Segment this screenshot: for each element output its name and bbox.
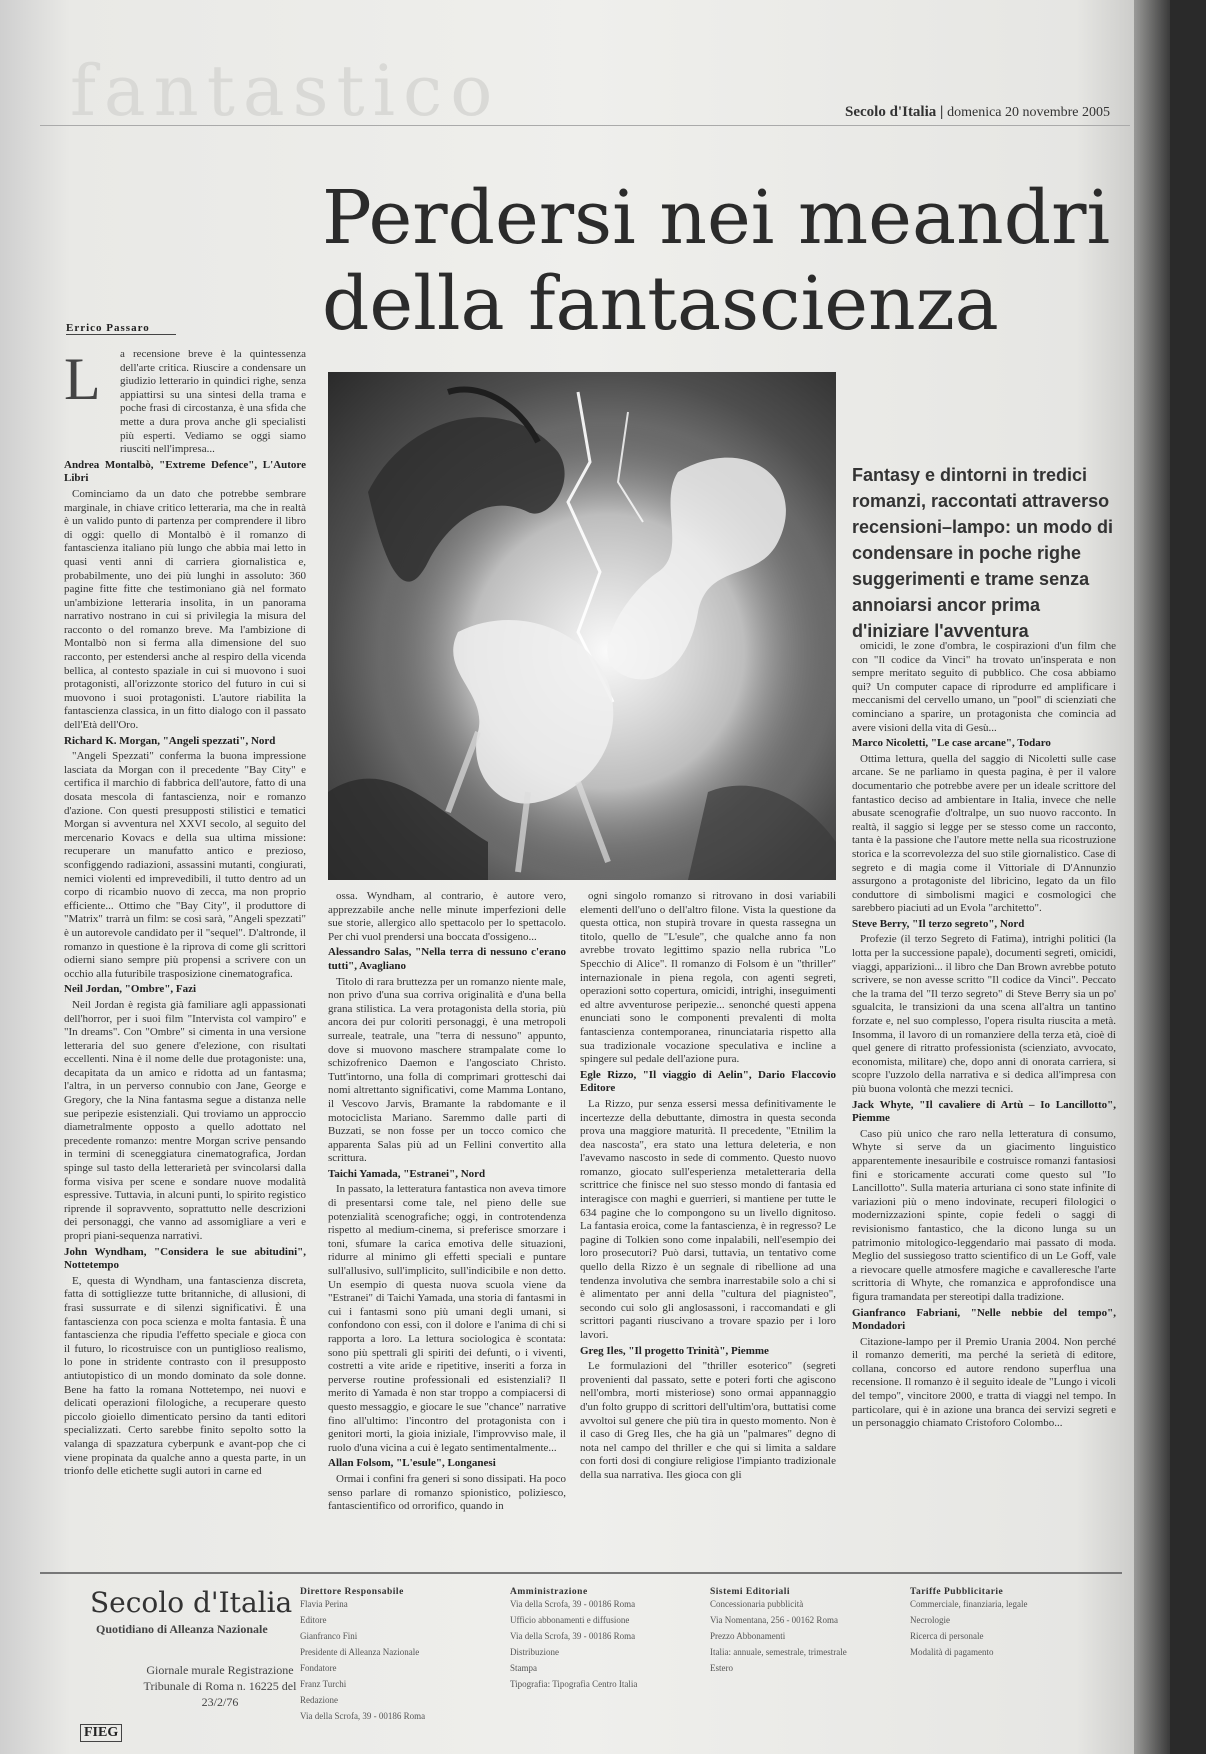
byline: Errico Passaro <box>66 322 176 335</box>
colophon-column <box>910 1586 1100 1662</box>
colophon-line: Via Nomentana, 256 - 00162 Roma <box>710 1615 838 1625</box>
colophon-line: Distribuzione <box>510 1647 559 1657</box>
colophon-line: Commerciale, finanziaria, legale <box>910 1599 1028 1609</box>
review-heading: John Wyndham, "Considera le sue abitudini", Nottetempo <box>64 1245 306 1272</box>
paragraph: a recensione breve è la quintessenza dell'arte critica. Riuscire a condensare un giudizio letterario in quindici righe, senza appiattirsi su una sintesi della trama e poche frasi di circostanza, è una sfida che mette a dura prova anche gli specialisti più esperti. Vediamo se oggi siamo riusciti nell'impresa... <box>120 348 306 456</box>
colophon-line: Fondatore <box>300 1663 337 1673</box>
review-heading: Marco Nicoletti, "Le case arcane", Todaro <box>852 737 1051 750</box>
review-heading: Egle Rizzo, "Il viaggio di Aelin", Dario Flaccovio Editore <box>580 1068 836 1095</box>
paragraph: "Angeli Spezzati" conferma la buona impressione lasciata da Morgan con il precedente "Bay City" e certifica il marchio di fabbrica dell'autore, fatto di una dosata mescola di fantascienza, noir e romanzo d'azione. Con questi presupposti stilistici e tematici Morgan si avventura nel XXVI secolo, al seguito del mercenario Kovacs e della sua ultima missione: recuperare un manufatto antico e prezioso, sconfiggendo radiazioni, assassini mutanti, congiurati, nemici violenti ed imprevedibili, il tutto dentro ad un corpo di ricambio nuovo di zecca, ma non proprio efficiente... Ottimo che "Bay City", il produttore di "Matrix" trarrà un film: se così sarà, "Angeli spezzati" è un autorevole candidato per il "sequel". D'altronde, il romanzo in questione è la riprova di come gli scrittori odierni siano sempre più propensi a scrivere con un occhio alla futuribile trasposizione cinematografica. <box>64 750 306 980</box>
colophon-line: Modalità di pagamento <box>910 1647 994 1657</box>
colophon-column <box>710 1586 900 1678</box>
headline <box>322 175 1142 347</box>
colophon-line: Presidente di Alleanza Nazionale <box>300 1647 420 1657</box>
colophon-line: Via della Scrofa, 39 - 00186 Roma <box>510 1631 636 1641</box>
review-heading: Andrea Montalbò, "Extreme Defence", L'Autore Libri <box>64 458 306 485</box>
colophon-line: Flavia Perina <box>300 1599 348 1609</box>
headline-line-2: della fantascienza <box>322 261 999 347</box>
paragraph: Cominciamo da un dato che potrebbe sembrare marginale, in chiave critico letteraria, ma che in realtà è un valido punto di partenza per comprendere il libro di oggi: quello di Montalbò è il romanzo di fantascienza italiano più lungo che abbia mai letto in quasi venti anni di carriera giornalistica e, probabilmente, uno dei più lunghi in assoluto: 360 pagine fitte fitte che testimoniano già nel formato un'ambizione letteraria insolita, in un panorama narrativo nostrano in cui si privilegia la misura del racconto o del romanzo breve. Ma l'ambizione di Montalbò non si ferma alla dimensione del suo racconto, per estendersi anche al respiro della vicenda bellica, al contesto spaziale in cui si muovono i suoi protagonisti, all'orizzonte storico del futuro in cui si muovono i suoi protagonisti. L'autore riabilita la fantascienza classica, in un fitto dialogo con il passato dell'Età dell'Oro. <box>64 487 306 732</box>
column-3 <box>580 890 836 1558</box>
colophon <box>40 1572 1122 1744</box>
colophon-line: Necrologie <box>910 1615 950 1625</box>
paragraph: Titolo di rara bruttezza per un romanzo niente male, non privo d'una sua corriva originalità e d'una bella grana stilistica. La vera protagonista della storia, più ancora dei pur coloriti personaggi, è una metropoli surreale, teatrale, una "terra di nessuno" appunto, dove si muovono maschere strampalate come lo schizofrenico Daemon e l'angosciato Christo. Tutt'intorno, una folla di comprimari grotteschi dai nomi altrettanto significativi, come Mamma Lontano, il Vescovo Jarvis, Bramante la rabdomante e il motociclista Mariano. Saremmo dalle parti di Buzzati, se non fosse per un tocco comico che apparenta Salas più ad un Fellini convertito alla scrittura. <box>328 975 566 1165</box>
colophon-column <box>510 1586 700 1694</box>
paragraph: E, questa di Wyndham, una fantascienza discreta, fatta di sottigliezze tutte britanniche, di allusioni, di frasi sussurrate e di silenzi significativi. È una fantascienza con poca scienza e molta fantasia. È una fantascienza che ripudia l'effetto speciale e gioca con il futuro, lo ricostruisce con un puntiglioso realismo, lo pone in stridente contrasto con il presupposto antiutopistico di un mondo dominato da sole donne. Bene ha fatto la romana Nottetempo, nei nuovi e delicati operazioni filologiche, a recuperare questo piccolo gioiello dimenticato persino da tanti editori specializzati. Certo sarebbe finito sepolto sotto la valanga di spazzatura cyberpunk e avant-pop che ci viene propinata da qualche anno a questa parte, in un trionfo delle etichette sugli autori in carne ed <box>64 1274 306 1478</box>
colophon-line: Ricerca di personale <box>910 1631 984 1641</box>
illustration-unicorn-dragon <box>328 372 836 880</box>
paragraph: Ottima lettura, quella del saggio di Nicoletti sulle case arcane. Se ne parliamo in questa pagina, è per il valore documentario che potrebbe avere per un ideale scrittore del fantastico deciso ad ambientare in Italia, invece che nelle abusate scenografie d'oltralpe, un suo nuovo racconto. In realtà, il saggio si legge per se stesso come un racconto, tanta è la passione che l'autore mette nella sua ricostruzione storica e la scorrevolezza del suo stile giornalistico. Case di segreto e di magia come il Vittoriale di D'Annunzio assurgono a protagoniste del libricino, legato da un filo conduttore di simbolismi magici e cosmologici che sarebbero piaciuti ad un Evola "architetto". <box>852 752 1116 915</box>
paragraph: Caso più unico che raro nella letteratura di consumo, Whyte si serve da un giacimento linguistico apparentemente inesauribile e costruisce romanzi fantasiosi fini e storicamente accurati come questo sul "Io Lancillotto". Sulla materia arturiana ci sono state infinite di variazioni più o meno indovinate, recuperi filologici o modernizzazioni spinte, copie fedeli o saggi di revisionismo fantastico, che la dicono lunga su un patrimonio mitologico-leggendario mai passato di moda. Meglio del sussiegoso tratto scientifico di un Le Goff, vale a rievocare quelle atmosfere magiche e cavalleresche l'arte scrittoria di Whyte, che romanzica e approfondisce una figura tramandata per stereotipi dalla tradizione. <box>852 1127 1116 1303</box>
drop-cap: L <box>64 346 101 412</box>
review-heading: Allan Folsom, "L'esule", Longanesi <box>328 1457 496 1470</box>
colophon-line: Via della Scrofa, 39 - 00186 Roma <box>300 1711 426 1721</box>
review-heading: Taichi Yamada, "Estranei", Nord <box>328 1167 486 1180</box>
fieg-logo: FIEG <box>80 1724 122 1742</box>
colophon-heading: Tariffe Pubblicitarie <box>910 1587 1004 1597</box>
footer-registration: Giornale murale Registrazione Tribunale di Roma n. 16225 del 23/2/76 <box>143 1663 297 1709</box>
colophon-line: Redazione <box>300 1695 338 1705</box>
paragraph: Profezie (il terzo Segreto di Fatima), intrighi politici (la lotta per la successione papale), documenti segreti, omicidi, viaggi, apparizioni... il libro che Dan Brown avrebbe potuto scrivere, se non avesse scritto "Il codice da Vinci". Peccato che la trama del "Il terzo segreto" di Steve Berry sia un po' sgualcita, le transizioni da una scena all'altra un tantino forzate e, nel suo complesso, l'opera risulta riuscita a metà. Insomma, il lavoro di un romanziere della terza età, cioè di quel genere di ritratto professionista (scienziato, avvocato, economista, militare) che, dopo anni di onorata carriera, si scopre l'uzzolo della narrativa e si dedica all'impresa con più buona volontà che mezzi tecnici. <box>852 933 1116 1095</box>
column-4 <box>852 640 1116 1558</box>
colophon-line: Concessionaria pubblicità <box>710 1599 804 1609</box>
column-2 <box>328 890 566 1558</box>
paragraph: Le formulazioni del "thriller esoterico" (segreti provenienti dal passato, sette e poteri forti che agiscono nell'ombra, morti misteriose) sono ormai appannaggio d'un folto gruppo di scrittori dell'ultim'ora, buttatisi come avvoltoi sul genere che più tira in questo momento. Non è il caso di Greg Iles, che ha già un "palmares" degno di nota nel campo del thriller e che qui si limita a saldare con forti dosi di congiure religiose l'impianto tradizionale della sua narrativa. Iles gioca con gli <box>580 1360 836 1481</box>
colophon-line: Italia: annuale, semestrale, trimestrale <box>710 1647 847 1657</box>
paragraph: Citazione-lampo per il Premio Urania 2004. Non perché il romanzo demeriti, ma perché la serietà di editore, collana, concorso ed autore rendono superflua una recensione. Il romanzo è il seguito ideale de "Lungo i vicoli del tempo", vincitore 2000, e tratta di viaggi nel tempo. In particolare, qui è in azione una branca dei servizi segreti e un personaggio chiamato Cristoforo Colombo... <box>852 1335 1116 1430</box>
colophon-line: Estero <box>710 1663 733 1673</box>
review-heading: Steve Berry, "Il terzo segreto", Nord <box>852 917 1025 930</box>
colophon-heading: Amministrazione <box>510 1587 588 1597</box>
colophon-line: Franz Turchi <box>300 1679 347 1689</box>
review-heading: Greg Iles, "Il progetto Trinità", Piemme <box>580 1344 769 1357</box>
paragraph: ogni singolo romanzo si ritrovano in dosi variabili elementi dell'uno o dell'altro filone. Vista la questione da questa ottica, non stupirà trovare in questa rassegna un titolo, quello de "L'esule", che qualche anno fa non avrebbe trovato legittimo spazio nella rubrica "Lo Specchio di Alice". Il romanzo di Folsom è un "thriller" internazionale in piena regola, con agenti segreti, operazioni sotto copertura, omicidi, intrighi, inseguimenti ed altre avventurose peripezie... senonché questi appena enunciati sono le componenti prevalenti di molta fantascienza contemporanea, rinunciataria rispetto alla sua tradizionale vocazione speculativa e incline a spingere sul pedale dell'azione pura. <box>580 890 836 1066</box>
colophon-line: Stampa <box>510 1663 537 1673</box>
colophon-line: Ufficio abbonamenti e diffusione <box>510 1615 630 1625</box>
paragraph: In passato, la letteratura fantastica non aveva timore di presentarsi come tale, nel pieno delle sue potenzialità scenografiche; oggi, in controtendenza rispetto al medium-cinema, si preferisce smorzare i toni, sfumare la carica emotiva delle situazioni, ridurre al minimo gli effetti speciali e puntare sull'allusivo, sull'implicito, sull'indicibile e non detto. Un esempio di questa nuova scuola viene da "Estranei" di Taichi Yamada, una storia di fantasmi in cui i fantasmi sono più umani degli umani, si confondono con essi, con il dolore e l'anima di chi si rapporta a loro. La lettura sociologica è scontata: sono più spettrali gli spiriti dei defunti, o i viventi, costretti a vite aride e ripetitive, inseriti a forza in perverse routine professionali ed esistenziali? Il merito di Yamada è non star troppo a compiacersi di questo messaggio, e giocare le sue "chance" narrative fino all'ultimo: l'incontro del protagonista con i genitori morti, la gioia iniziale, l'improvviso male, il ruolo d'una vicina a cui è legato sentimentalmente... <box>328 1183 566 1454</box>
paragraph: Ormai i confini fra generi si sono dissipati. Ha poco senso parlare di romanzo spionistico, poliziesco, fantascientifico od orrorifico, quando in <box>328 1472 566 1513</box>
page-edge-shadow <box>1134 0 1170 1754</box>
paper-name: Secolo d'Italia <box>845 104 937 120</box>
illustration-art <box>328 372 836 880</box>
paragraph: Neil Jordan è regista già familiare agli appassionati dell'horror, per i suoi film "Intervista col vampiro" e "In dreams". Con "Ombre" si cimenta in una versione letteraria del suo genere d'elezione, con risultati eccellenti. Nina è il nome delle due protagoniste: una, decapitata da un amico e ridotta ad un fantasma; l'altra, in un perverso connubio con Jane, George e Gregory, che la Nina fantasma segue a distanza nelle sue peripezie esistenziali. Qui troviamo un approccio diametralmente opposto a quello adottato nel precedente romanzo: mentre Morgan scrive pensando in termini di sceneggiatura cinematografica, Jordan spinge sul tasto della letterarietà per svincolarsi dalla forma visiva per scene e sondare nuove modalità espressive. Tuttavia, in alcuni punti, lo spirito registico riprende il sopravvento, soprattutto nelle descrizioni dei personaggi, che vanno ad assomigliare a veri e propri piani-sequenza narrativi. <box>64 998 306 1242</box>
review-heading: Neil Jordan, "Ombre", Fazi <box>64 983 197 996</box>
headline-line-1: Perdersi nei meandri <box>322 175 1111 261</box>
footer-subtitle: Quotidiano di Alleanza Nazionale <box>96 1622 268 1636</box>
paragraph: La Rizzo, pur senza essersi messa definitivamente le incertezze della debuttante, dimostra in questa seconda prova una maggiore maturità. Il precedente, "Etnilim la dea nascosta", era stato una lettura deleteria, e non l'avevamo nascosto in sede di commento. Questo nuovo romanzo, giocato sull'esperienza metaletteraria della scrittrice che finisce nel suo stesso mondo di fantasia ed interagisce con maghi e guerrieri, si mantiene per tutte le 634 pagine che lo compongono su un livello dignitoso. La fantasia eroica, come la fantascienza, è in regresso? Le pagine di Tolkien sono come inpalabili, nell'esempio dei loro prosecutori? Può darsi, tuttavia, un tentativo come quello della Rizzo è un segnale di ribellione ad una tendenza involutiva che sembra inarrestabile solo a chi si è alimentato per anni della "cultura del piagnisteo", secondo cui solo gli anglosassoni, i raccomandati e gli scrittori paganti riuscivano a trovare spazio per i loro lavori. <box>580 1097 836 1341</box>
column-1 <box>64 348 306 1558</box>
colophon-heading: Sistemi Editoriali <box>710 1587 790 1597</box>
standfirst: Fantasy e dintorni in tredici romanzi, raccontati attraverso recensioni–lampo: un modo di condensare in poche righe suggerimenti e trame senza annoiarsi ancor prima d'iniziare l'avventura <box>852 465 1114 641</box>
running-header: Secolo d'Italia | domenica 20 novembre 2005 <box>845 104 1110 120</box>
review-heading: Gianfranco Fabriani, "Nelle nebbie del tempo", Mondadori <box>852 1306 1116 1333</box>
paragraph: omicidi, le zone d'ombra, le cospirazioni d'un film che con "Il codice da Vinci" ha trovato un'insperata e non sempre meritato seguito di pubblico. Che cosa abbiamo qui? Un computer capace di riprodurre ed amplificare i meccanismi del cervello umano, un "pool" di scienziati che cominciano a sparire, un protagonista che comincia ad avere visioni della vita di Gesù... <box>852 640 1116 734</box>
review-heading: Alessandro Salas, "Nella terra di nessuno c'erano tutti", Avagliano <box>328 946 566 972</box>
colophon-line: Via della Scrofa, 39 - 00186 Roma <box>510 1599 636 1609</box>
footer-logo: Secolo d'Italia <box>90 1586 293 1619</box>
review-heading: Jack Whyte, "Il cavaliere di Artù – Io Lancillotto", Piemme <box>852 1098 1116 1125</box>
colophon-line: Editore <box>300 1615 327 1625</box>
colophon-heading: Direttore Responsabile <box>300 1587 404 1597</box>
review-heading: Richard K. Morgan, "Angeli spezzati", Nord <box>64 734 276 747</box>
colophon-column <box>300 1586 490 1726</box>
section-watermark: fantastico <box>70 50 501 132</box>
colophon-line: Gianfranco Fini <box>300 1631 358 1641</box>
header-rule <box>40 125 1130 126</box>
colophon-line: Prezzo Abbonamenti <box>710 1631 786 1641</box>
paragraph: ossa. Wyndham, al contrario, è autore vero, apprezzabile anche nelle minute imperfezioni delle sue storie, allergico allo spettacolo per lo spettacolo. Per chi vuol prendersi una boccata d'ossigeno... <box>328 890 566 943</box>
issue-date: domenica 20 novembre 2005 <box>947 105 1110 120</box>
colophon-line: Tipografia: Tipografia Centro Italia <box>510 1679 638 1689</box>
